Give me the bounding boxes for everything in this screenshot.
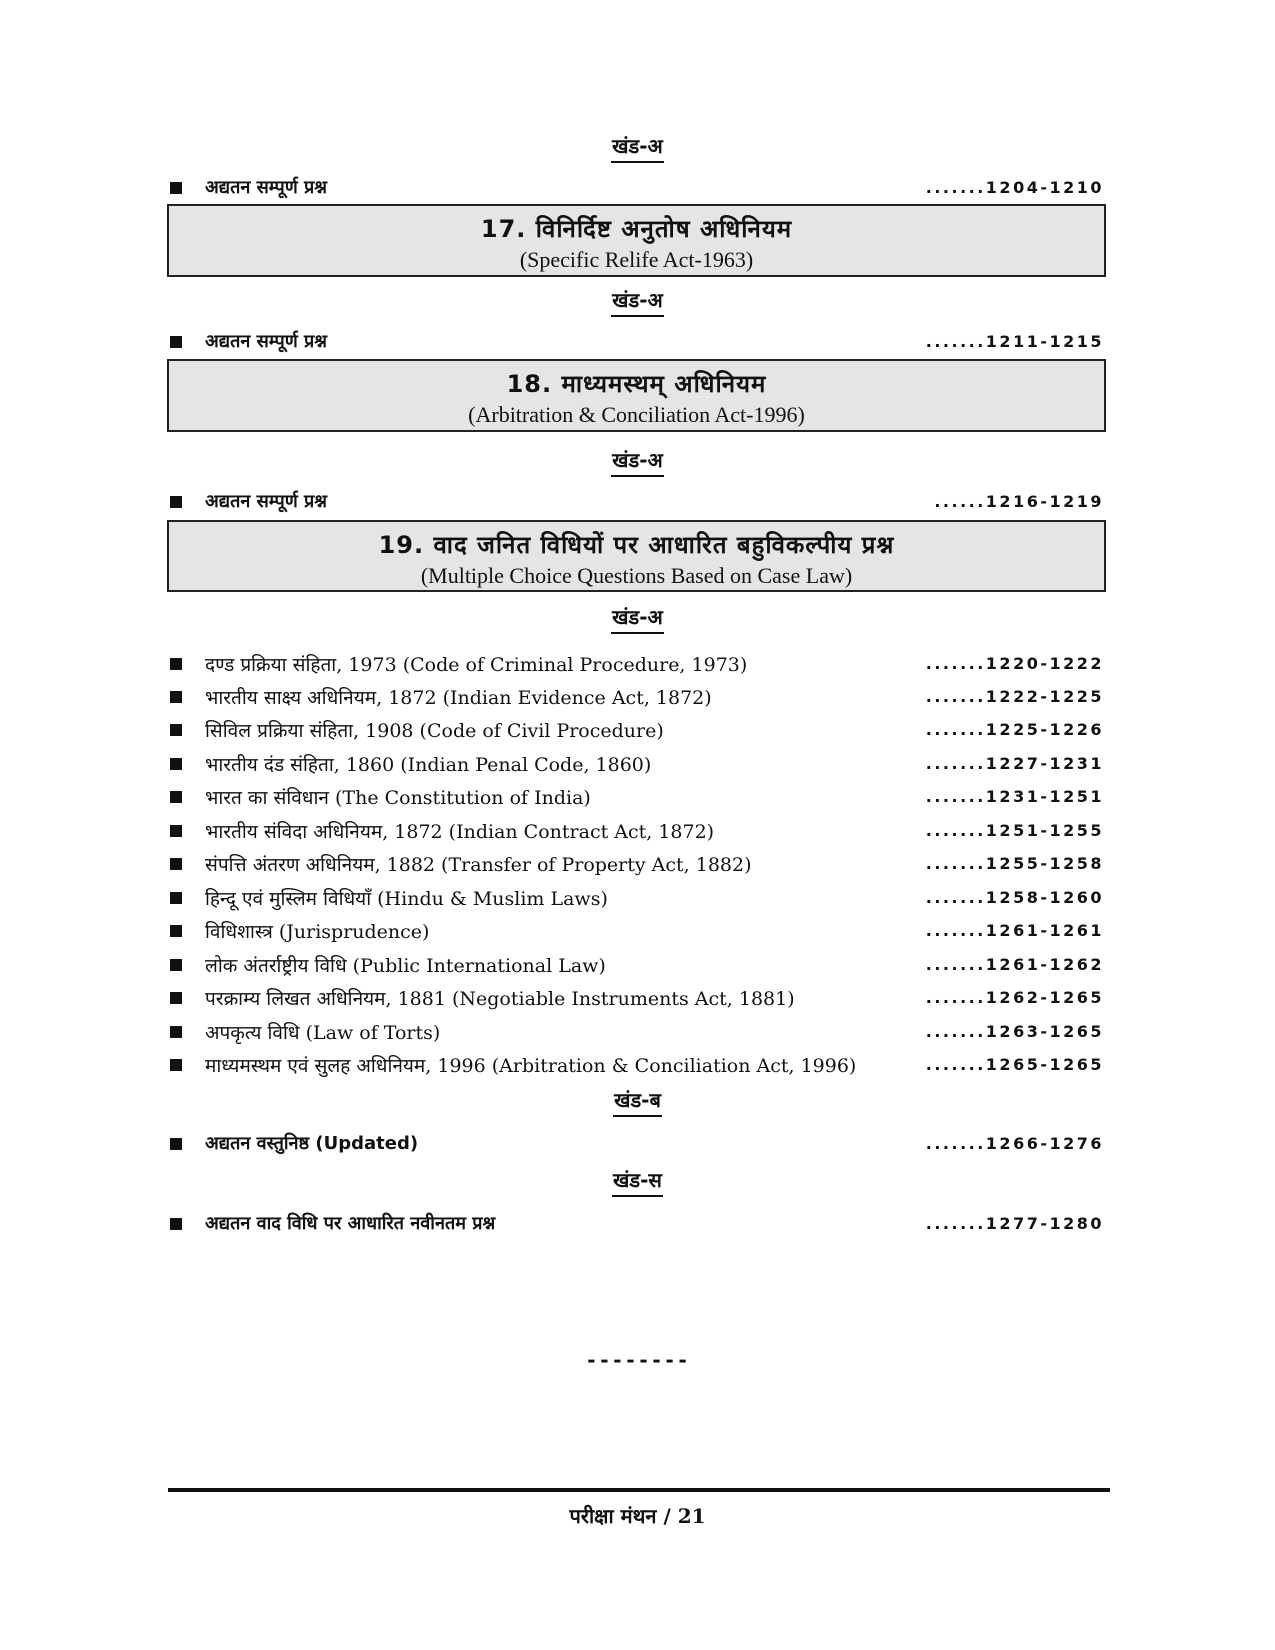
square-bullet-icon	[170, 182, 182, 194]
section-heading-text: खंड-अ	[611, 605, 664, 634]
section-heading-text: खंड-अ	[611, 288, 664, 317]
section-heading	[0, 1168, 1275, 1197]
list-item	[164, 326, 1104, 356]
item-label: भारतीय संविदा अधिनियम, 1872 (Indian Contract Act, 1872)	[205, 821, 715, 843]
item-label: भारत का संविधान (The Constitution of India)	[205, 787, 591, 809]
list-item	[164, 915, 1104, 945]
section-heading	[0, 1088, 1275, 1117]
page-range: .......1251-1255	[925, 821, 1104, 840]
list-item	[164, 172, 1104, 202]
square-bullet-icon	[170, 1059, 182, 1071]
list-item	[164, 648, 1104, 678]
square-bullet-icon	[170, 336, 182, 348]
square-bullet-icon	[170, 724, 182, 736]
page-range: .......1231-1251	[925, 787, 1104, 806]
chapter-title-hindi: 19. वाद जनित विधियों पर आधारित बहुविकल्पीय प्रश्न	[378, 531, 895, 559]
square-bullet-icon	[170, 825, 182, 837]
page-range: .......1262-1265	[925, 988, 1104, 1007]
page-range: .......1265-1265	[925, 1055, 1104, 1074]
item-label: संपत्ति अंतरण अधिनियम, 1882 (Transfer of Property Act, 1882)	[205, 854, 752, 876]
square-bullet-icon	[170, 1026, 182, 1038]
list-item	[164, 681, 1104, 711]
chapter-title-hindi: 17. विनिर्दिष्ट अनुतोष अधिनियम	[480, 215, 793, 243]
square-bullet-icon	[170, 925, 182, 937]
item-label: हिन्दू एवं मुस्लिम विधियाँ (Hindu & Muslim Laws)	[205, 888, 608, 910]
list-item	[164, 848, 1104, 878]
square-bullet-icon	[170, 858, 182, 870]
section-heading	[0, 605, 1275, 634]
end-mark: --------	[585, 1348, 690, 1372]
list-item	[164, 949, 1104, 979]
item-label: लोक अंतर्राष्ट्रीय विधि (Public International Law)	[205, 955, 606, 977]
chapter-title-english: (Multiple Choice Questions Based on Case Law)	[420, 563, 853, 588]
square-bullet-icon	[170, 1138, 182, 1150]
list-item	[164, 982, 1104, 1012]
item-label: माध्यमस्थम एवं सुलह अधिनियम, 1996 (Arbitration & Conciliation Act, 1996)	[205, 1055, 857, 1077]
page-range: .......1227-1231	[925, 754, 1104, 773]
page-range: ......1216-1219	[934, 492, 1104, 511]
item-label: अद्यतन वस्तुनिष्ठ (Updated)	[205, 1133, 419, 1154]
square-bullet-icon	[170, 758, 182, 770]
list-item	[164, 882, 1104, 912]
chapter-title-english: (Arbitration & Conciliation Act-1996)	[468, 402, 805, 427]
chapter-title-hindi: 18. माध्यमस्थम् अधिनियम	[506, 370, 767, 398]
square-bullet-icon	[170, 658, 182, 670]
page-range: .......1277-1280	[925, 1214, 1104, 1233]
item-label: अपकृत्य विधि (Law of Torts)	[205, 1022, 441, 1044]
section-heading	[0, 288, 1275, 317]
item-label: परक्राम्य लिखत अधिनियम, 1881 (Negotiable Instruments Act, 1881)	[205, 988, 795, 1010]
item-label: अद्यतन सम्पूर्ण प्रश्न	[205, 177, 327, 198]
page-range: .......1255-1258	[925, 854, 1104, 873]
list-item	[164, 748, 1104, 778]
item-label: भारतीय दंड संहिता, 1860 (Indian Penal Code, 1860)	[205, 754, 652, 776]
list-item	[164, 486, 1104, 516]
page-range: .......1225-1226	[925, 720, 1104, 739]
chapter-title-english: (Specific Relife Act-1963)	[519, 247, 754, 272]
page-range: .......1220-1222	[925, 654, 1104, 673]
square-bullet-icon	[170, 892, 182, 904]
square-bullet-icon	[170, 791, 182, 803]
item-label: अद्यतन वाद विधि पर आधारित नवीनतम प्रश्न	[205, 1213, 496, 1234]
section-heading	[0, 448, 1275, 477]
list-item	[164, 781, 1104, 811]
section-heading-text: खंड-ब	[613, 1088, 662, 1117]
footer-rule	[168, 1488, 1110, 1492]
chapter-18-box	[167, 359, 1106, 432]
item-label: भारतीय साक्ष्य अधिनियम, 1872 (Indian Evidence Act, 1872)	[205, 687, 712, 709]
list-item	[164, 1128, 1104, 1158]
page-range: .......1263-1265	[925, 1022, 1104, 1041]
item-label: अद्यतन सम्पूर्ण प्रश्न	[205, 331, 327, 352]
section-heading	[0, 134, 1275, 163]
square-bullet-icon	[170, 1218, 182, 1230]
square-bullet-icon	[170, 992, 182, 1004]
section-heading-text: खंड-अ	[611, 134, 664, 163]
chapter-17-box	[167, 204, 1106, 277]
section-heading-text: खंड-अ	[611, 448, 664, 477]
item-label: अद्यतन सम्पूर्ण प्रश्न	[205, 491, 327, 512]
square-bullet-icon	[170, 496, 182, 508]
page-range: .......1204-1210	[925, 178, 1104, 197]
page-range: .......1211-1215	[925, 332, 1104, 351]
list-item	[164, 1016, 1104, 1046]
square-bullet-icon	[170, 959, 182, 971]
list-item	[164, 815, 1104, 845]
page-range: .......1266-1276	[925, 1134, 1104, 1153]
chapter-19-box	[167, 520, 1106, 592]
list-item	[164, 1049, 1104, 1079]
item-label: दण्ड प्रक्रिया संहिता, 1973 (Code of Criminal Procedure, 1973)	[205, 654, 748, 676]
item-label: सिविल प्रक्रिया संहिता, 1908 (Code of Civil Procedure)	[205, 720, 664, 742]
page-range: .......1222-1225	[925, 687, 1104, 706]
list-item	[164, 714, 1104, 744]
list-item	[164, 1208, 1104, 1238]
page-footer: परीक्षा मंथन / 21	[569, 1504, 706, 1528]
page-range: .......1258-1260	[925, 888, 1104, 907]
section-heading-text: खंड-स	[612, 1168, 663, 1197]
page-range: .......1261-1261	[925, 921, 1104, 940]
item-label: विधिशास्त्र (Jurisprudence)	[205, 921, 430, 943]
square-bullet-icon	[170, 691, 182, 703]
page-range: .......1261-1262	[925, 955, 1104, 974]
